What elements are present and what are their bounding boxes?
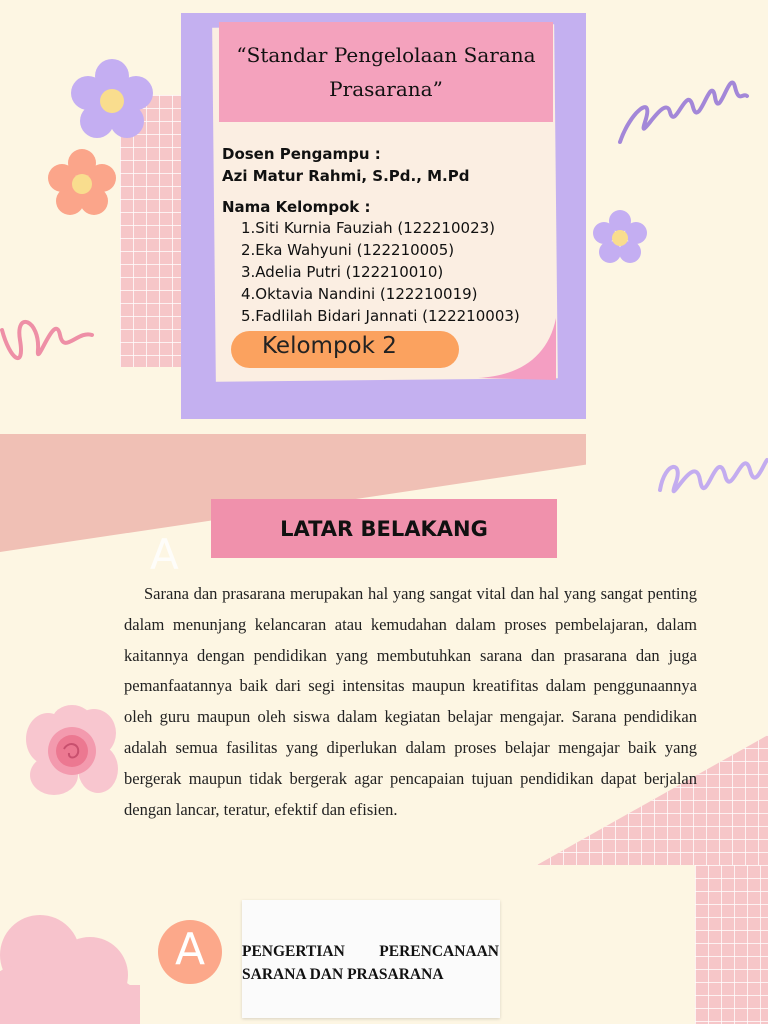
member-item: 4.Oktavia Nandini (122210019) bbox=[241, 285, 478, 303]
group-name: Kelompok 2 bbox=[262, 333, 397, 359]
squiggle-icon bbox=[615, 52, 750, 152]
body-paragraph: Sarana dan prasarana merupakan hal yang sangat vital dan hal yang sangat penting dalam menunjang kelancaran atau kemudahan dalam proses pembelajaran, dalam kaitannya dengan pendidikan yang membutuhkan sarana dan prasarana dan juga pemanfaatannya baik dari segi intensitas maupun kreatifitas dalam penggunaannya oleh guru maupun oleh siswa dalam kegiatan belajar mengajar. Sarana pendidikan adalah semua fasilitas yang diperlukan dalam proses belajar mengajar baik yang bergerak maupun tidak bergerak agar pencapaian tujuan pendidikan dapat berjalan dengan lancar, teratur, efektif dan efisien. bbox=[124, 584, 697, 819]
squiggle-icon bbox=[655, 430, 768, 520]
purple-flower-icon bbox=[589, 207, 651, 269]
section-heading: LATAR BELAKANG bbox=[280, 517, 488, 541]
page-title bbox=[219, 38, 553, 106]
section-heading: PENGERTIAN PERENCANAAN SARANA DAN PRASARANA bbox=[242, 943, 499, 983]
title-line-1: “Standar Pengelolaan Sarana bbox=[236, 43, 536, 67]
group-members-label: Nama Kelompok : bbox=[222, 198, 371, 216]
section-letter: A bbox=[150, 530, 179, 579]
section-letter: A bbox=[174, 924, 206, 975]
member-item: 1.Siti Kurnia Fauziah (122210023) bbox=[241, 219, 496, 237]
squiggle-icon bbox=[0, 290, 95, 380]
title-line-2: Prasarana” bbox=[329, 77, 443, 101]
pink-rose-icon bbox=[24, 702, 120, 800]
orange-flower-icon bbox=[44, 146, 120, 222]
member-item: 2.Eka Wahyuni (122210005) bbox=[241, 241, 455, 259]
lecturer-name: Azi Matur Rahmi, S.Pd., M.Pd bbox=[222, 167, 470, 185]
grid-panel-bottom-right bbox=[695, 865, 768, 1024]
member-item: 5.Fadlilah Bidari Jannati (122210003) bbox=[241, 307, 520, 325]
lecturer-label: Dosen Pengampu : bbox=[222, 145, 381, 163]
purple-flower-icon bbox=[66, 55, 158, 147]
cloud-icon bbox=[0, 905, 140, 1024]
member-item: 3.Adelia Putri (122210010) bbox=[241, 263, 444, 281]
page-curl bbox=[478, 318, 558, 380]
